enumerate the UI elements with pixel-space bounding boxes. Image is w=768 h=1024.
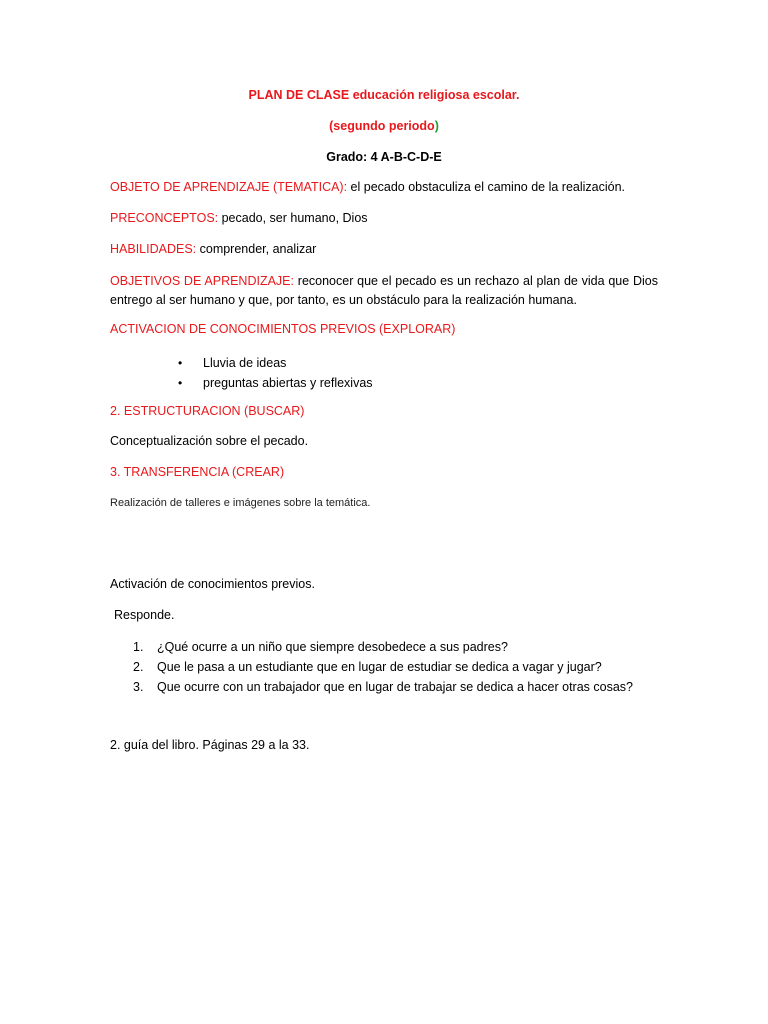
list-item (178, 353, 373, 373)
activity-title: Activación de conocimientos previos. (110, 577, 315, 591)
questions-list (133, 637, 633, 697)
list-item-text: preguntas abiertas y reflexivas (203, 376, 373, 390)
bullet-icon: • (178, 356, 183, 370)
list-item-text: Lluvia de ideas (203, 356, 287, 370)
grade-line: Grado: 4 A-B-C-D-E (326, 150, 442, 164)
bullet-icon: • (178, 376, 183, 390)
question-text: Que le pasa a un estudiante que en lugar de estudiar se dedica a vagar y jugar? (157, 660, 602, 674)
objetivos-value: reconocer que el pecado es un rechazo al plan de vida que Dios entrego al ser humano y que, por tanto, es un obstáculo para la realización humana. (110, 274, 658, 307)
objeto-value: el pecado obstaculiza el camino de la realización. (347, 180, 626, 194)
estructuracion-text: Conceptualización sobre el pecado. (110, 434, 309, 448)
objeto-label: OBJETO DE APRENDIZAJE (TEMATICA): (110, 180, 348, 194)
habilidades-value: comprender, analizar (196, 242, 317, 256)
activacion-list (178, 353, 373, 393)
question-text: ¿Qué ocurre a un niño que siempre desobedece a sus padres? (157, 640, 508, 654)
transferencia-heading: 3. TRANSFERENCIA (CREAR) (110, 465, 285, 479)
period-close-paren: ) (434, 119, 439, 133)
preconceptos-value: pecado, ser humano, Dios (218, 211, 368, 225)
period-open-paren: ( (329, 119, 334, 133)
question-number: 3. (133, 680, 144, 694)
question-number: 1. (133, 640, 144, 654)
activity-prompt: Responde. (114, 608, 175, 622)
guide-text: 2. guía del libro. Páginas 29 a la 33. (110, 738, 310, 752)
activacion-heading: ACTIVACION DE CONOCIMIENTOS PREVIOS (EXPLORAR) (110, 322, 456, 336)
objetivos-paragraph (110, 272, 658, 310)
transferencia-text: Realización de talleres e imágenes sobre la temática. (110, 497, 371, 509)
preconceptos-label: PRECONCEPTOS: (110, 211, 219, 225)
question-text: Que ocurre con un trabajador que en lugar de trabajar se dedica a hacer otras cosas? (157, 680, 633, 694)
document-title: PLAN DE CLASE educación religiosa escolar. (248, 88, 520, 102)
preconceptos-line (110, 211, 658, 226)
habilidades-line (110, 242, 658, 257)
period-line (110, 119, 658, 134)
question-item (133, 677, 633, 697)
list-item (178, 373, 373, 393)
objeto-line (110, 180, 658, 195)
question-number: 2. (133, 660, 144, 674)
question-item (133, 657, 633, 677)
habilidades-label: HABILIDADES: (110, 242, 197, 256)
estructuracion-heading: 2. ESTRUCTURACION (BUSCAR) (110, 404, 305, 418)
objetivos-label: OBJETIVOS DE APRENDIZAJE: (110, 274, 294, 288)
question-item (133, 637, 633, 657)
period-text: segundo periodo (333, 119, 435, 133)
